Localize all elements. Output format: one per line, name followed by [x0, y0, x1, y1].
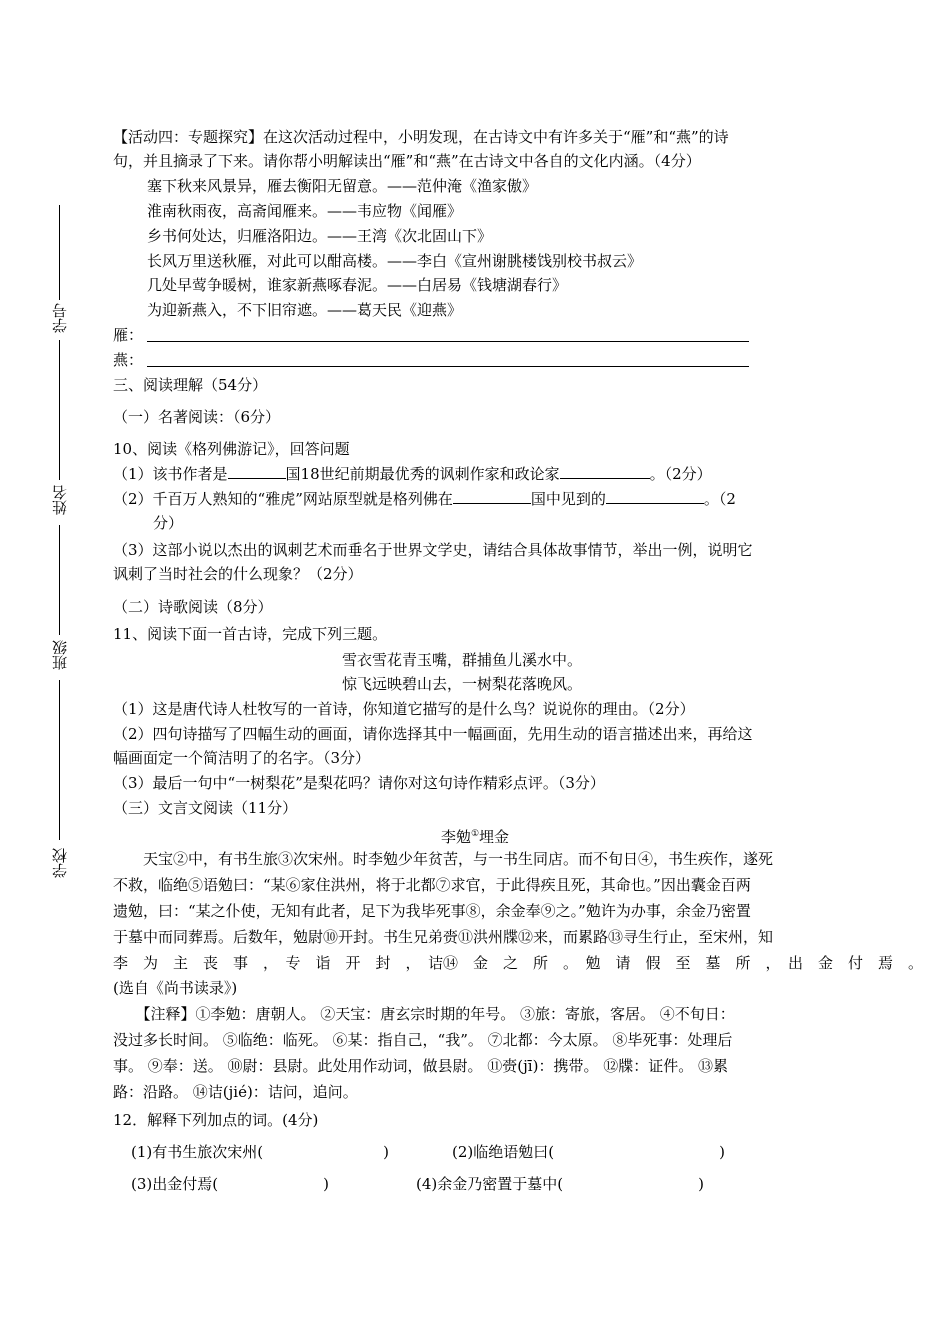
q10-2-text-a: （2）千百万人熟知的“雅虎”网站原型就是格列佛在: [113, 490, 453, 508]
essay-title-b: 埋金: [479, 828, 510, 846]
activity4-line1: 【活动四：专题探究】在这次活动过程中，小明发现，在古诗文中有许多关于“雁”和“燕”的诗: [113, 128, 729, 146]
part2-heading: （二）诗歌阅读（8分）: [113, 598, 273, 616]
question-12-2: (2)临绝语勉曰( ): [452, 1143, 725, 1161]
question-10-3b: 讽刺了当时社会的什么现象？（2分）: [113, 565, 363, 583]
essay-paragraph-line: 不救，临绝⑤语勉曰：“某⑥家住洪州，将于北都⑦求官，于此得疾且死，其命也。”因出囊金百两: [113, 876, 751, 894]
part3-heading: （三）文言文阅读（11分）: [113, 799, 298, 817]
essay-paragraph-line: 遗勉，曰：“某之仆使，无知有此者，足下为我毕死事⑧，余金奉⑨之。”勉许为办事，余金乃密置: [113, 902, 751, 920]
yan-label: 雁：: [113, 326, 144, 344]
question-10: 10、阅读《格列佛游记》，回答问题: [113, 440, 350, 458]
essay-source: (选自《尚书读录》): [113, 979, 238, 997]
section-3-heading: 三、阅读理解（54分）: [113, 376, 268, 394]
q10-1-text-b: 国18世纪前期最优秀的讽刺作家和政论家: [285, 465, 560, 483]
part1-heading: （一）名著阅读：（6分）: [113, 408, 281, 426]
essay-title-sup: ①: [470, 829, 480, 839]
side-label-school: 学校: [51, 848, 69, 878]
annotation-line: 【注释】①李勉：唐朝人。 ②天宝：唐玄宗时期的年号。 ③旅：寄旅，客居。 ④不旬日：: [113, 1005, 735, 1023]
poem-quote: 塞下秋来风景异，雁去衡阳无留意。——范仲淹《渔家傲》: [147, 177, 538, 195]
essay-title-a: 李勉: [440, 828, 471, 846]
binding-line: [59, 680, 60, 840]
blank[interactable]: [228, 464, 286, 479]
essay-title: [0, 822, 950, 849]
poem-quote: 淮南秋雨夜，高斋闻雁来。——韦应物《闻雁》: [147, 202, 463, 220]
q10-2-text-b: 国中见到的: [530, 490, 606, 508]
question-12-4: (4)余金乃密置于墓中( ): [416, 1175, 704, 1193]
q10-1-text-a: （1）该书作者是: [113, 465, 228, 483]
poem-line-1: 雪衣雪花青玉嘴，群捕鱼儿溪水中。: [342, 651, 583, 669]
q10-2-text-c: 。（2: [703, 490, 736, 508]
question-12-3: (3)出金付焉( ): [131, 1175, 329, 1193]
question-11: 11、阅读下面一首古诗，完成下列三题。: [113, 625, 388, 643]
binding-line: [59, 205, 60, 300]
question-10-3a: （3）这部小说以杰出的讽刺艺术而垂名于世界文学史，请结合具体故事情节，举出一例，说明它: [113, 541, 753, 559]
swallow-label: 燕：: [113, 351, 144, 369]
binding-line: [59, 340, 60, 480]
binding-line: [59, 525, 60, 635]
essay-paragraph-line: 李 为 主 丧 事 ， 专 诣 开 封 ， 诘⑭ 金 之 所 。 勉 请 假 至 墓 所 ， 出 金 付 焉 。: [113, 954, 924, 972]
question-11-2b: 幅画面定一个简洁明了的名字。（3分）: [113, 749, 371, 767]
question-12: 12．解释下列加点的词。(4分): [113, 1111, 319, 1129]
blank[interactable]: [453, 489, 531, 504]
poem-quote: 乡书何处达，归雁洛阳边。——王湾《次北固山下》: [147, 227, 493, 245]
essay-paragraph-line: 天宝②中，有书生旅③次宋州。时李勉少年贫苦，与一书生同店。而不旬日④，书生疾作，遂死: [113, 850, 774, 868]
question-11-1: （1）这是唐代诗人杜牧写的一首诗，你知道它描写的是什么鸟？说说你的理由。（2分）: [113, 700, 695, 718]
question-12-1: (1)有书生旅次宋州( ): [131, 1143, 389, 1161]
side-label-class: 班级: [51, 640, 69, 670]
poem-quote: 为迎新燕入，不下旧帘遮。——葛天民《迎燕》: [147, 301, 463, 319]
activity4-line2: 句，并且摘录了下来。请你帮小明解读出“雁”和“燕”在古诗文中各自的文化内涵。（4分）: [113, 152, 701, 170]
blank[interactable]: [560, 464, 650, 479]
question-10-2-cont: 分）: [153, 514, 184, 532]
question-11-2a: （2）四句诗描写了四幅生动的画面，请你选择其中一幅画面，先用生动的语言描述出来，再给这: [113, 725, 753, 743]
annotation-line: 没过多长时间。 ⑤临绝：临死。 ⑥某：指自己，“我”。 ⑦北都：今太原。 ⑧毕死事：处理后: [113, 1031, 733, 1049]
yan-answer-line[interactable]: [147, 341, 749, 342]
poem-line-2: 惊飞远映碧山去，一树梨花落晚风。: [342, 675, 583, 693]
side-label-name: 姓名: [51, 485, 69, 515]
essay-paragraph-line: 于墓中而同葬焉。后数年，勉尉⑩开封。书生兄弟赍⑪洪州牒⑫来，而累路⑬寻生行止，至宋州，知: [113, 928, 774, 946]
question-11-3: （3）最后一句中“一树梨花”是梨花吗？请你对这句诗作精彩点评。（3分）: [113, 774, 605, 792]
poem-quote: 几处早莺争暖树，谁家新燕啄春泥。——白居易《钱塘湖春行》: [147, 276, 568, 294]
side-label-student-number: 学号: [51, 303, 69, 333]
poem-quote: 长风万里送秋雁，对此可以酣高楼。——李白《宣州谢朓楼饯别校书叔云》: [147, 252, 643, 270]
question-10-2: [113, 487, 736, 511]
question-10-1: [113, 462, 712, 486]
annotation-line: 路：沿路。 ⑭诘(jié)：诘问，追问。: [113, 1083, 358, 1101]
annotation-line: 事。 ⑨奉：送。 ⑩尉：县尉。此处用作动词，做县尉。 ⑪赍(jī)：携带。 ⑫牒：证件。 ⑬累: [113, 1057, 728, 1075]
q10-1-text-c: 。（2分）: [649, 465, 712, 483]
blank[interactable]: [606, 489, 704, 504]
swallow-answer-line[interactable]: [147, 366, 749, 367]
